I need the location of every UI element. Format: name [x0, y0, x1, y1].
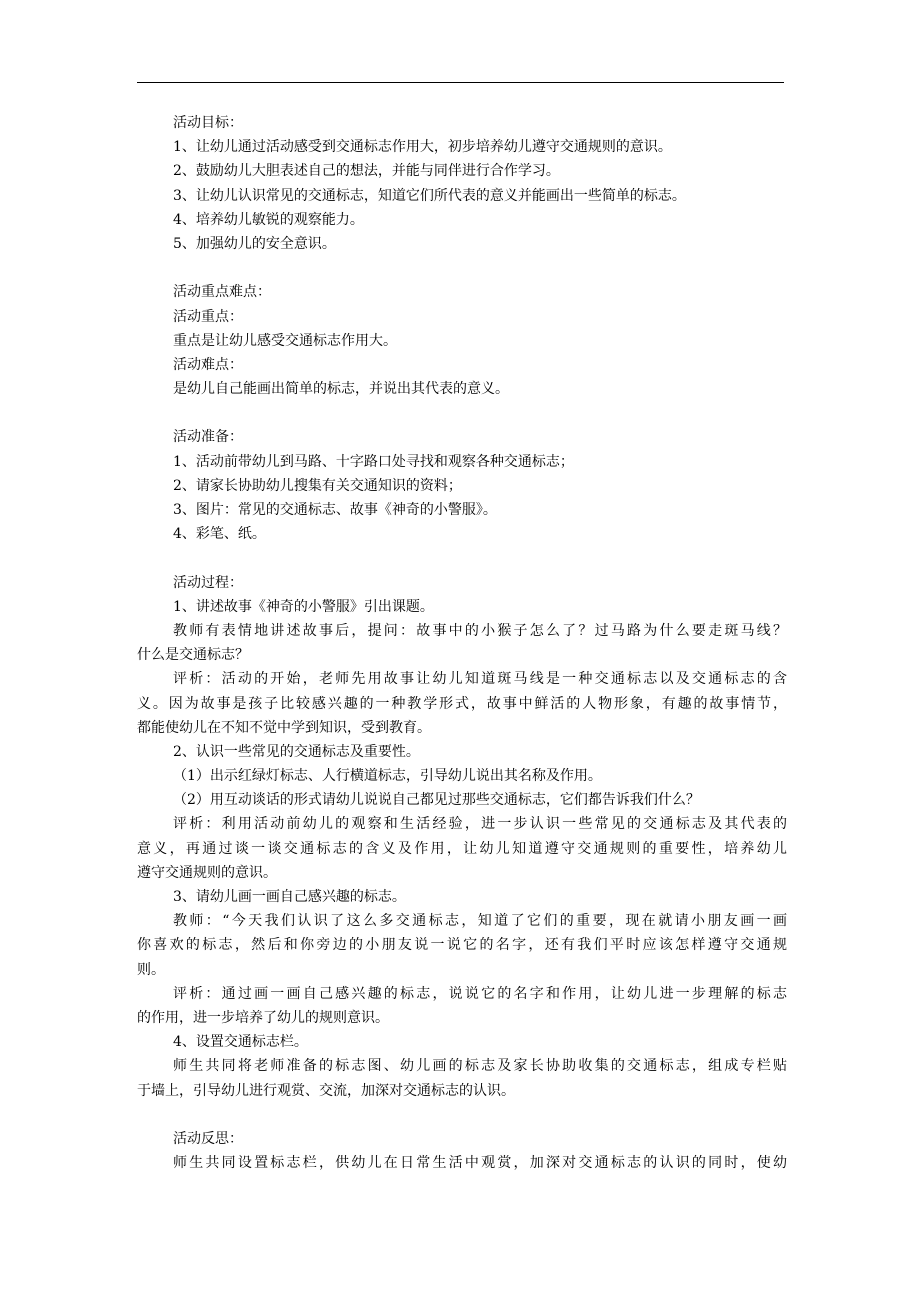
goals-heading: 活动目标：	[173, 115, 243, 131]
preparation-section	[137, 425, 787, 546]
preparation-item: 2、请家长协助幼儿搜集有关交通知识的资料；	[173, 477, 462, 494]
goals-section	[137, 111, 787, 256]
process-line: 意义，再通过谈一谈交通标志的含义及作用，让幼儿知道遵守交通规则的重要性，培养幼儿	[137, 840, 787, 857]
process-section	[137, 571, 787, 1103]
preparation-heading: 活动准备：	[173, 429, 243, 446]
process-line: 师生共同将老师准备的标志图、幼儿画的标志及家长协助收集的交通标志，组成专栏贴	[173, 1058, 787, 1075]
document-body	[137, 111, 787, 1175]
preparation-item: 4、彩笔、纸。	[173, 526, 266, 543]
process-line: 什么是交通标志？	[137, 647, 249, 664]
preparation-item: 1、活动前带幼儿到马路、十字路口处寻找和观察各种交通标志；	[173, 453, 574, 470]
focus-text: 重点是让幼儿感受交通标志作用大。	[173, 332, 397, 349]
process-line: 4、设置交通标志栏。	[173, 1034, 308, 1051]
process-line: 义。因为故事是孩子比较感兴趣的一种教学形式，故事中鲜活的人物形象，有趣的故事情节，	[137, 695, 787, 712]
process-lines	[137, 595, 787, 1103]
process-line: 都能使幼儿在不知不觉中学到知识，受到教育。	[137, 719, 431, 736]
header-rule	[137, 82, 784, 83]
process-line: 则。	[137, 961, 165, 978]
goal-item: 2、鼓励幼儿大胆表述自己的想法，并能与同伴进行合作学习。	[173, 163, 560, 180]
process-line: 于墙上，引导幼儿进行观赏、交流，加深对交通标志的认识。	[137, 1082, 515, 1099]
process-line: 评析：通过画一画自己感兴趣的标志，说说它的名字和作用，让幼儿进一步理解的标志	[173, 985, 787, 1002]
process-line: 评析：活动的开始，老师先用故事让幼儿知道斑马线是一种交通标志以及交通标志的含	[173, 671, 787, 688]
preparation-item: 3、图片：常见的交通标志、故事《神奇的小警服》。	[173, 502, 497, 518]
reflection-section	[137, 1127, 787, 1175]
difficulty-label: 活动难点：	[173, 356, 243, 373]
key-points-heading: 活动重点难点：	[173, 284, 271, 301]
process-line: 1、讲述故事《神奇的小警服》引出课题。	[173, 598, 434, 615]
section-spacer	[137, 256, 787, 280]
process-line: 3、请幼儿画一画自己感兴趣的标志。	[173, 889, 406, 905]
process-line: （1）出示红绿灯标志、人行横道标志，引导幼儿说出其名称及作用。	[173, 768, 602, 785]
process-line: 教师有表情地讲述故事后，提问：故事中的小猴子怎么了？过马路为什么要走斑马线？	[173, 622, 787, 639]
goal-item: 5、加强幼儿的安全意识。	[173, 235, 336, 252]
process-line: （2）用互动谈话的形式请幼儿说说自己都见过那些交通标志，它们都告诉我们什么？	[173, 792, 700, 809]
process-line: 的作用，进一步培养了幼儿的规则意识。	[137, 1009, 389, 1026]
process-line: 2、认识一些常见的交通标志及重要性。	[173, 743, 420, 760]
goal-item: 1、让幼儿通过活动感受到交通标志作用大，初步培养幼儿遵守交通规则的意识。	[173, 139, 672, 156]
reflection-heading: 活动反思：	[173, 1130, 243, 1147]
reflection-text: 师生共同设置标志栏，供幼儿在日常生活中观赏，加深对交通标志的认识的同时，使幼	[173, 1155, 787, 1172]
process-line: 遵守交通规则的意识。	[137, 864, 277, 881]
process-line: 教师：“今天我们认识了这么多交通标志，知道了它们的重要，现在就请小朋友画一画	[173, 913, 787, 930]
section-spacer	[137, 546, 787, 570]
goal-item: 3、让幼儿认识常见的交通标志，知道它们所代表的意义并能画出一些简单的标志。	[173, 187, 686, 204]
focus-label: 活动重点：	[173, 308, 243, 325]
goal-item: 4、培养幼儿敏锐的观察能力。	[173, 211, 364, 228]
process-heading: 活动过程：	[173, 574, 243, 591]
section-spacer	[137, 401, 787, 425]
process-line: 评析：利用活动前幼儿的观察和生活经验，进一步认识一些常见的交通标志及其代表的	[173, 816, 787, 833]
difficulty-text: 是幼儿自己能画出简单的标志，并说出其代表的意义。	[173, 381, 509, 398]
process-line: 你喜欢的标志，然后和你旁边的小朋友说一说它的名字，还有我们平时应该怎样遵守交通规	[137, 937, 787, 954]
section-spacer	[137, 1103, 787, 1127]
key-points-section	[137, 280, 787, 401]
